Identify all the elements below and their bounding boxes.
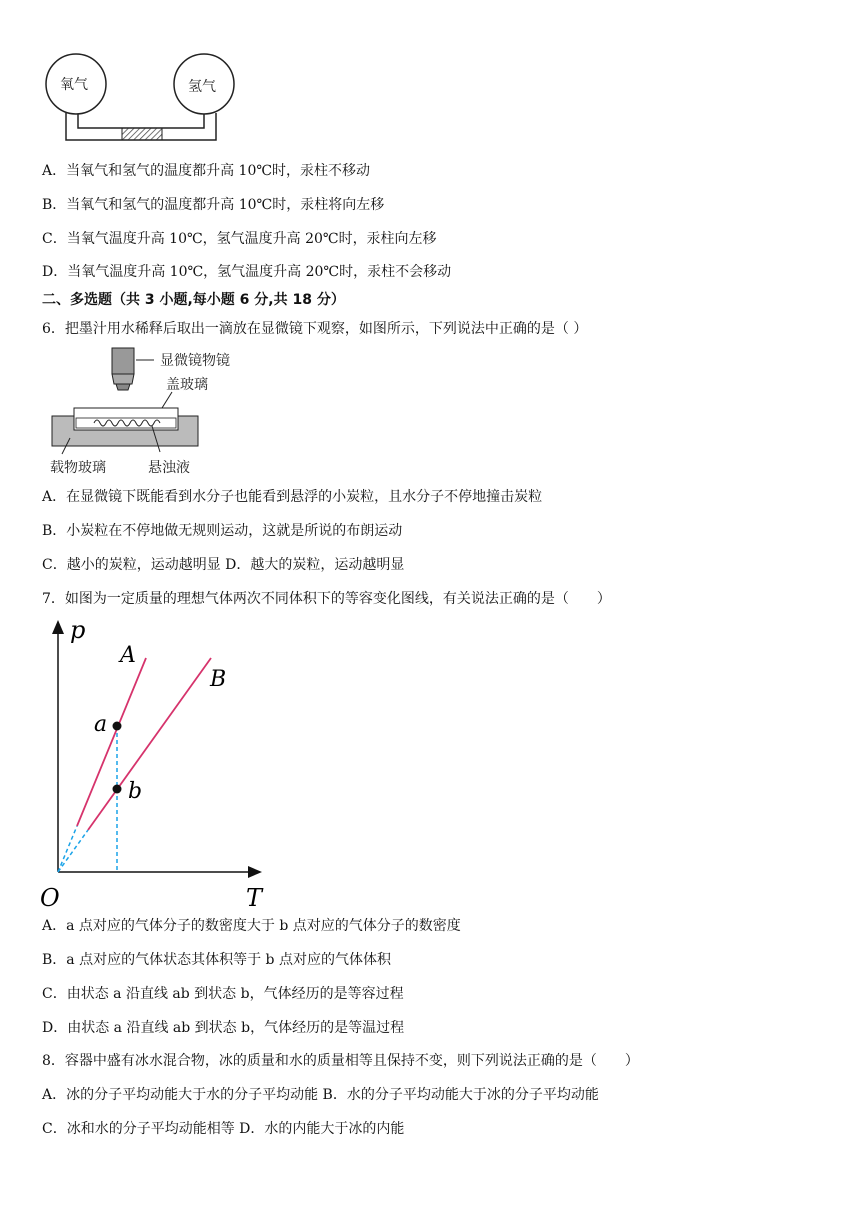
q6-stem: 6．把墨汁用水稀释后取出一滴放在显微镜下观察，如图所示，下列说法中正确的是（ ）	[42, 321, 588, 337]
q7-stem: 7．如图为一定质量的理想气体两次不同体积下的等容变化图线，有关说法正确的是（ ）	[42, 591, 611, 607]
line-a-label: A	[120, 643, 136, 668]
p-axis-label: p	[70, 616, 86, 644]
q7-option-d: D．由状态 a 沿直线 ab 到状态 b，气体经历的是等温过程	[42, 1020, 405, 1036]
line-b	[88, 658, 211, 830]
q5-option-d: D．当氧气温度升高 10℃，氢气温度升高 20℃时，汞柱不会移动	[42, 264, 452, 280]
line-b-label: B	[210, 667, 227, 692]
q6-option-a: A．在显微镜下既能看到水分子也能看到悬浮的小炭粒，且水分子不停地撞击炭粒	[42, 489, 543, 505]
section-title: 二、多选题（共 3 小题,每小题 6 分,共 18 分）	[42, 292, 345, 308]
q6-option-b: B．小炭粒在不停地做无规则运动，这就是所说的布朗运动	[42, 523, 403, 539]
q7-option-c: C．由状态 a 沿直线 ab 到状态 b，气体经历的是等容过程	[42, 986, 404, 1002]
hydrogen-label: 氢气	[188, 79, 216, 95]
point-a-label: a	[94, 712, 108, 737]
gas-bulbs-figure	[40, 52, 240, 144]
q8-option-ab: A．冰的分子平均动能大于水的分子平均动能 B．水的分子平均动能大于冰的分子平均动能	[42, 1087, 599, 1103]
q5-option-b: B．当氧气和氢气的温度都升高 10℃时，汞柱将向左移	[42, 197, 385, 213]
suspension-label: 悬浊液	[148, 460, 190, 476]
objective-label: 显微镜物镜	[160, 353, 230, 369]
q5-option-c: C．当氧气温度升高 10℃，氢气温度升高 20℃时，汞柱向左移	[42, 231, 437, 247]
origin-label: O	[40, 884, 60, 912]
point-b	[113, 785, 122, 794]
q7-option-b: B．a 点对应的气体状态其体积等于 b 点对应的气体体积	[42, 952, 391, 968]
q5-option-a: A．当氧气和氢气的温度都升高 10℃时，汞柱不移动	[42, 163, 371, 179]
microscope-figure	[50, 346, 250, 478]
q7-option-a: A．a 点对应的气体分子的数密度大于 b 点对应的气体分子的数密度	[42, 918, 461, 934]
point-b-label: b	[128, 779, 143, 804]
slide-label: 载物玻璃	[50, 460, 106, 476]
mercury-column	[122, 128, 162, 140]
q8-stem: 8．容器中盛有冰水混合物，冰的质量和水的质量相等且保持不变，则下列说法正确的是（ ）	[42, 1053, 639, 1069]
pt-graph	[40, 616, 270, 912]
cover-glass-label: 盖玻璃	[166, 377, 208, 393]
q6-option-cd: C．越小的炭粒，运动越明显 D．越大的炭粒，运动越明显	[42, 557, 405, 573]
q8-option-cd: C．冰和水的分子平均动能相等 D．水的内能大于冰的内能	[42, 1121, 405, 1137]
oxygen-label: 氧气	[60, 77, 88, 93]
point-a	[113, 722, 122, 731]
t-axis-label: T	[246, 884, 263, 912]
